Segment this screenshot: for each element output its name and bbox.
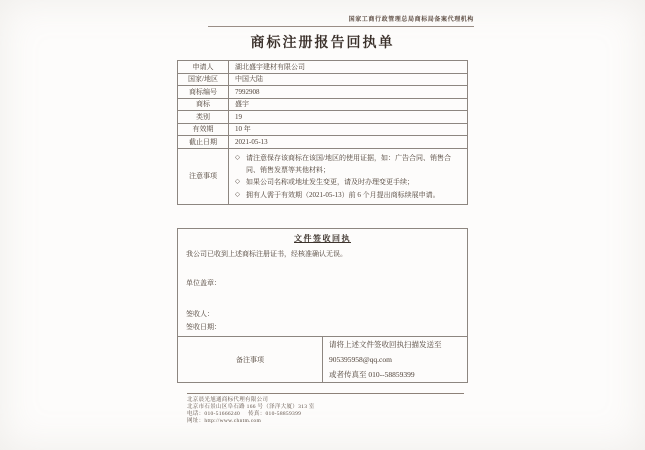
table-row-notes xyxy=(178,148,468,205)
row-value: 19 xyxy=(229,111,468,124)
table-row xyxy=(178,136,468,149)
note-text: 如果公司名称或地址发生变更，请及时办理变更手续； xyxy=(246,178,414,187)
row-value: 中国大陆 xyxy=(229,73,468,86)
footer-divider xyxy=(187,393,464,394)
footer-address: 北京市石景山区阜石路 166 号（泽洋大厦）313 室 xyxy=(187,404,315,410)
row-value: 2021-05-13 xyxy=(229,136,468,149)
company-seal-label: 单位盖章： xyxy=(186,279,221,287)
remarks-line: 或者传真至 010--58859399 xyxy=(329,370,415,379)
row-label: 申请人 xyxy=(178,61,229,74)
table-row xyxy=(178,61,468,74)
row-label: 商标 xyxy=(178,98,229,111)
agency-header-line: 国家工商行政管理总局商标局备案代理机构 xyxy=(208,14,474,27)
signer-label: 签收人： xyxy=(186,310,214,318)
notes-cell xyxy=(229,148,468,205)
note-item xyxy=(235,176,461,188)
page-title: 商标注册报告回执单 xyxy=(250,36,395,51)
note-text: 拥有人需于有效期（2021-05-13）前 6 个月提出商标续展申请。 xyxy=(246,190,440,199)
table-row-remarks xyxy=(178,337,468,383)
row-label: 商标编号 xyxy=(178,86,229,99)
notes-label: 注意事项 xyxy=(178,148,229,205)
row-value: 10 年 xyxy=(229,123,468,136)
row-label: 截止日期 xyxy=(178,136,229,149)
table-row xyxy=(178,111,468,124)
diamond-bullet-icon: ◇ xyxy=(235,153,240,161)
agency-footer xyxy=(187,393,464,425)
footer-website: 网址：http://www.chntm.com xyxy=(187,418,262,424)
footer-fax: 传真：010-58859399 xyxy=(248,411,302,417)
footer-contact xyxy=(187,411,464,418)
row-value: 7992908 xyxy=(229,86,468,99)
row-value: 盛宇 xyxy=(229,98,468,111)
sign-date-label: 签收日期： xyxy=(186,323,221,331)
row-label: 国家/地区 xyxy=(178,73,229,86)
receipt-cell xyxy=(178,229,468,337)
diamond-bullet-icon: ◇ xyxy=(235,190,240,198)
remarks-cell xyxy=(323,337,468,383)
row-label: 有效期 xyxy=(178,123,229,136)
table-row xyxy=(178,73,468,86)
footer-company: 北京晨光旭通商标代理有限公司 xyxy=(187,397,269,403)
note-item xyxy=(235,152,461,177)
receipt-confirmation-table xyxy=(177,228,468,383)
note-item xyxy=(235,189,461,201)
remarks-line: 请将上述文件签收回执扫描发送至 905395958@qq.com xyxy=(329,340,442,364)
receipt-section-title: 文件签收回执 xyxy=(294,234,351,243)
footer-phone: 电话：010-51666240 xyxy=(187,411,241,417)
trademark-info-table xyxy=(177,60,468,205)
table-row xyxy=(178,86,468,99)
table-row xyxy=(178,98,468,111)
note-text: 请注意保存该商标在该国/地区的使用证据，如：广告合同、销售合同、销售发票等其他材料； xyxy=(246,153,451,174)
row-value: 湖北盛宇建材有限公司 xyxy=(229,61,468,74)
receipt-row xyxy=(178,229,468,337)
remarks-label: 备注事项 xyxy=(178,337,323,383)
table-row xyxy=(178,123,468,136)
row-label: 类别 xyxy=(178,111,229,124)
receipt-statement: 我公司已收到上述商标注册证书，经核准确认无误。 xyxy=(186,250,347,258)
diamond-bullet-icon: ◇ xyxy=(235,178,240,186)
